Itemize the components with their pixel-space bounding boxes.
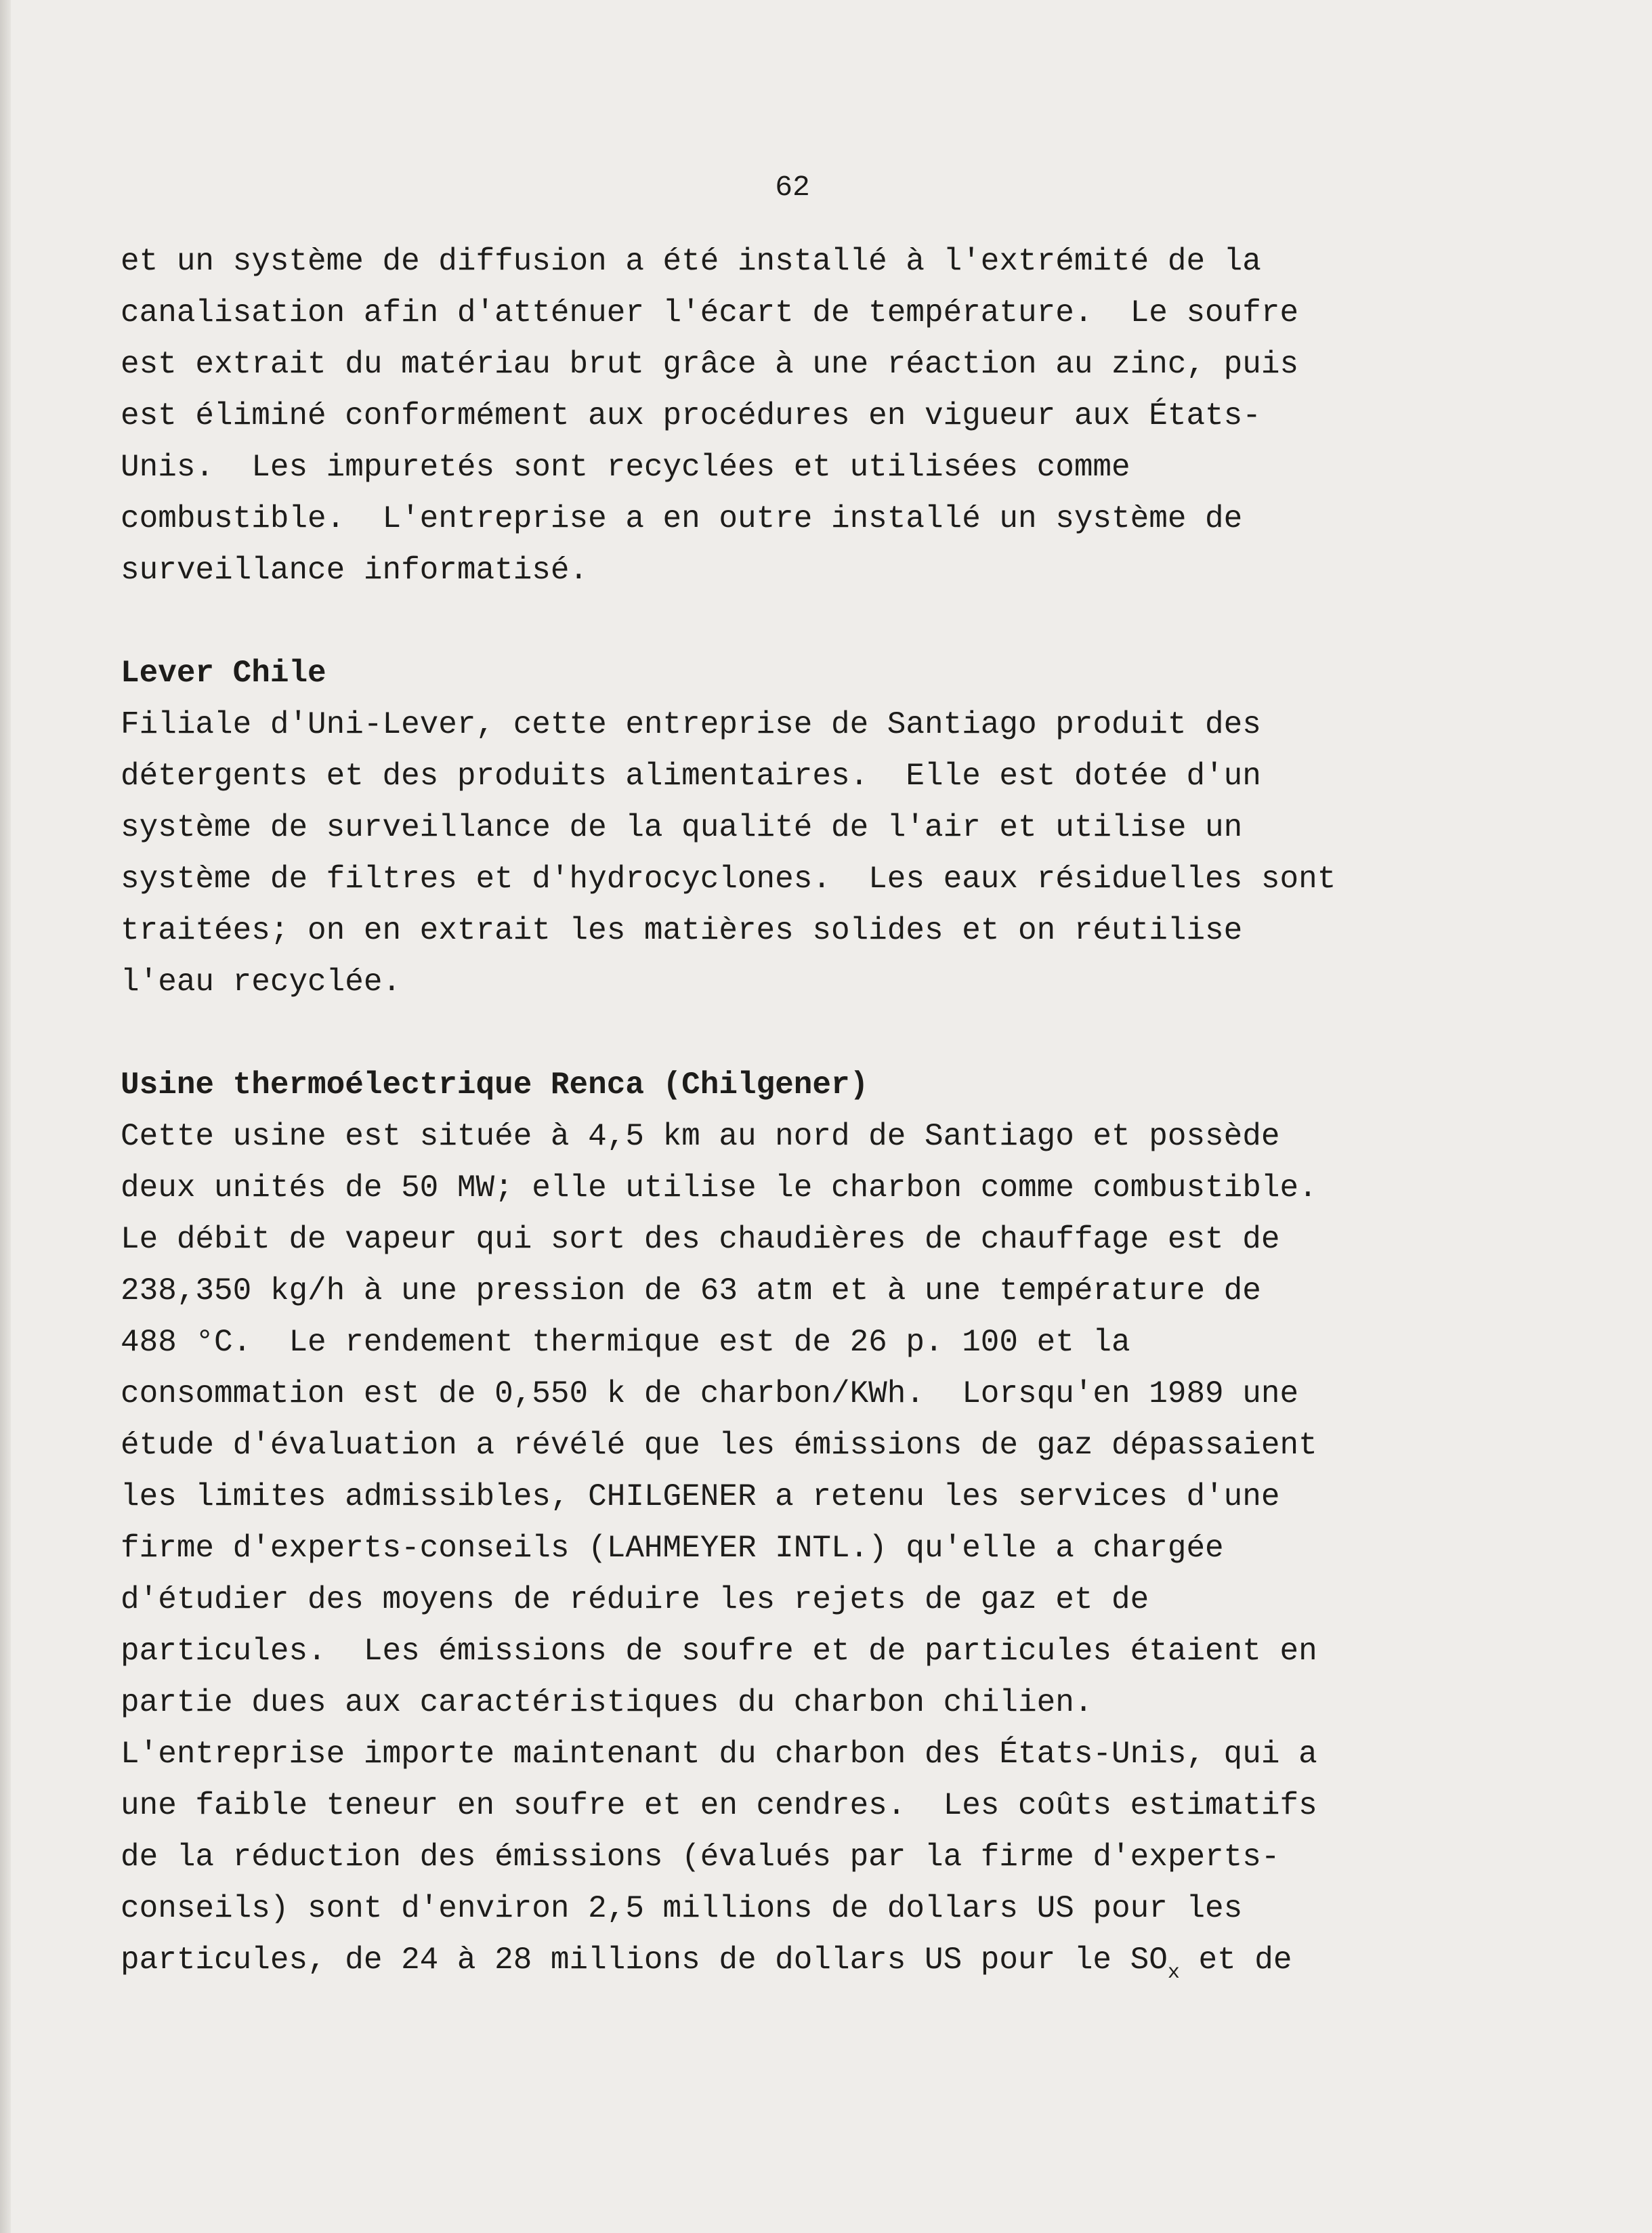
text-line: Filiale d'Uni-Lever, cette entreprise de Santiago produit des <box>121 707 1261 742</box>
page-number: 62 <box>775 171 810 204</box>
text-line: d'étudier des moyens de réduire les rejets de gaz et de <box>121 1582 1149 1617</box>
text-line: système de filtres et d'hydrocyclones. Les eaux résiduelles sont <box>121 862 1336 897</box>
text-line: une faible teneur en soufre et en cendres. Les coûts estimatifs <box>121 1788 1317 1823</box>
text-line: les limites admissibles, CHILGENER a retenu les services d'une <box>121 1479 1280 1514</box>
paragraph-gap <box>121 596 1556 647</box>
text-line: particules. Les émissions de soufre et de particules étaient en <box>121 1634 1317 1669</box>
text-line: canalisation afin d'atténuer l'écart de température. Le soufre <box>121 295 1299 331</box>
text-line: Unis. Les impuretés sont recyclées et utilisées comme <box>121 450 1130 485</box>
text-fragment: et de <box>1179 1942 1292 1978</box>
page-body <box>121 236 1556 1986</box>
text-line: L'entreprise importe maintenant du charbon des États-Unis, qui a <box>121 1737 1317 1772</box>
text-line: de la réduction des émissions (évalués par la firme d'experts- <box>121 1839 1280 1875</box>
text-line: est extrait du matériau brut grâce à une réaction au zinc, puis <box>121 347 1299 382</box>
text-line: étude d'évaluation a révélé que les émissions de gaz dépassaient <box>121 1428 1317 1463</box>
text-line: est éliminé conformément aux procédures en vigueur aux États- <box>121 398 1261 433</box>
section-heading-renca: Usine thermoélectrique Renca (Chilgener) <box>121 1067 869 1103</box>
section-renca-plant <box>121 1059 1556 1986</box>
text-line: firme d'experts-conseils (LAHMEYER INTL.) qu'elle a chargée <box>121 1531 1224 1566</box>
text-line: et un système de diffusion a été installé à l'extrémité de la <box>121 244 1261 279</box>
text-line: consommation est de 0,550 k de charbon/KWh. Lorsqu'en 1989 une <box>121 1376 1299 1411</box>
text-line: système de surveillance de la qualité de l'air et utilise un <box>121 810 1243 845</box>
page-edge-shadow <box>0 0 11 2233</box>
text-line: deux unités de 50 MW; elle utilise le charbon comme combustible. <box>121 1170 1317 1206</box>
text-line: traitées; on en extrait les matières solides et on réutilise <box>121 913 1243 948</box>
section-lever-chile <box>121 647 1556 1008</box>
text-line: Cette usine est située à 4,5 km au nord de Santiago et possède <box>121 1119 1280 1154</box>
text-fragment: particules, de 24 à 28 millions de dollars US pour le SO <box>121 1942 1168 1978</box>
subscript-x: x <box>1167 1961 1180 1984</box>
text-line-last <box>121 1934 1556 1986</box>
text-line: partie dues aux caractéristiques du charbon chilien. <box>121 1685 1093 1720</box>
paragraph-gap <box>121 1008 1556 1059</box>
text-line: 238,350 kg/h à une pression de 63 atm et à une température de <box>121 1273 1261 1309</box>
text-line: conseils) sont d'environ 2,5 millions de dollars US pour les <box>121 1891 1243 1926</box>
text-line: 488 °C. Le rendement thermique est de 26 p. 100 et la <box>121 1325 1130 1360</box>
paragraph-diffusion-system <box>121 236 1556 596</box>
text-line: combustible. L'entreprise a en outre installé un système de <box>121 501 1243 536</box>
text-line: l'eau recyclée. <box>121 964 402 1000</box>
text-line: surveillance informatisé. <box>121 553 589 588</box>
text-line: détergents et des produits alimentaires. Elle est dotée d'un <box>121 759 1261 794</box>
text-line: Le débit de vapeur qui sort des chaudières de chauffage est de <box>121 1222 1280 1257</box>
section-heading-lever-chile: Lever Chile <box>121 656 326 691</box>
